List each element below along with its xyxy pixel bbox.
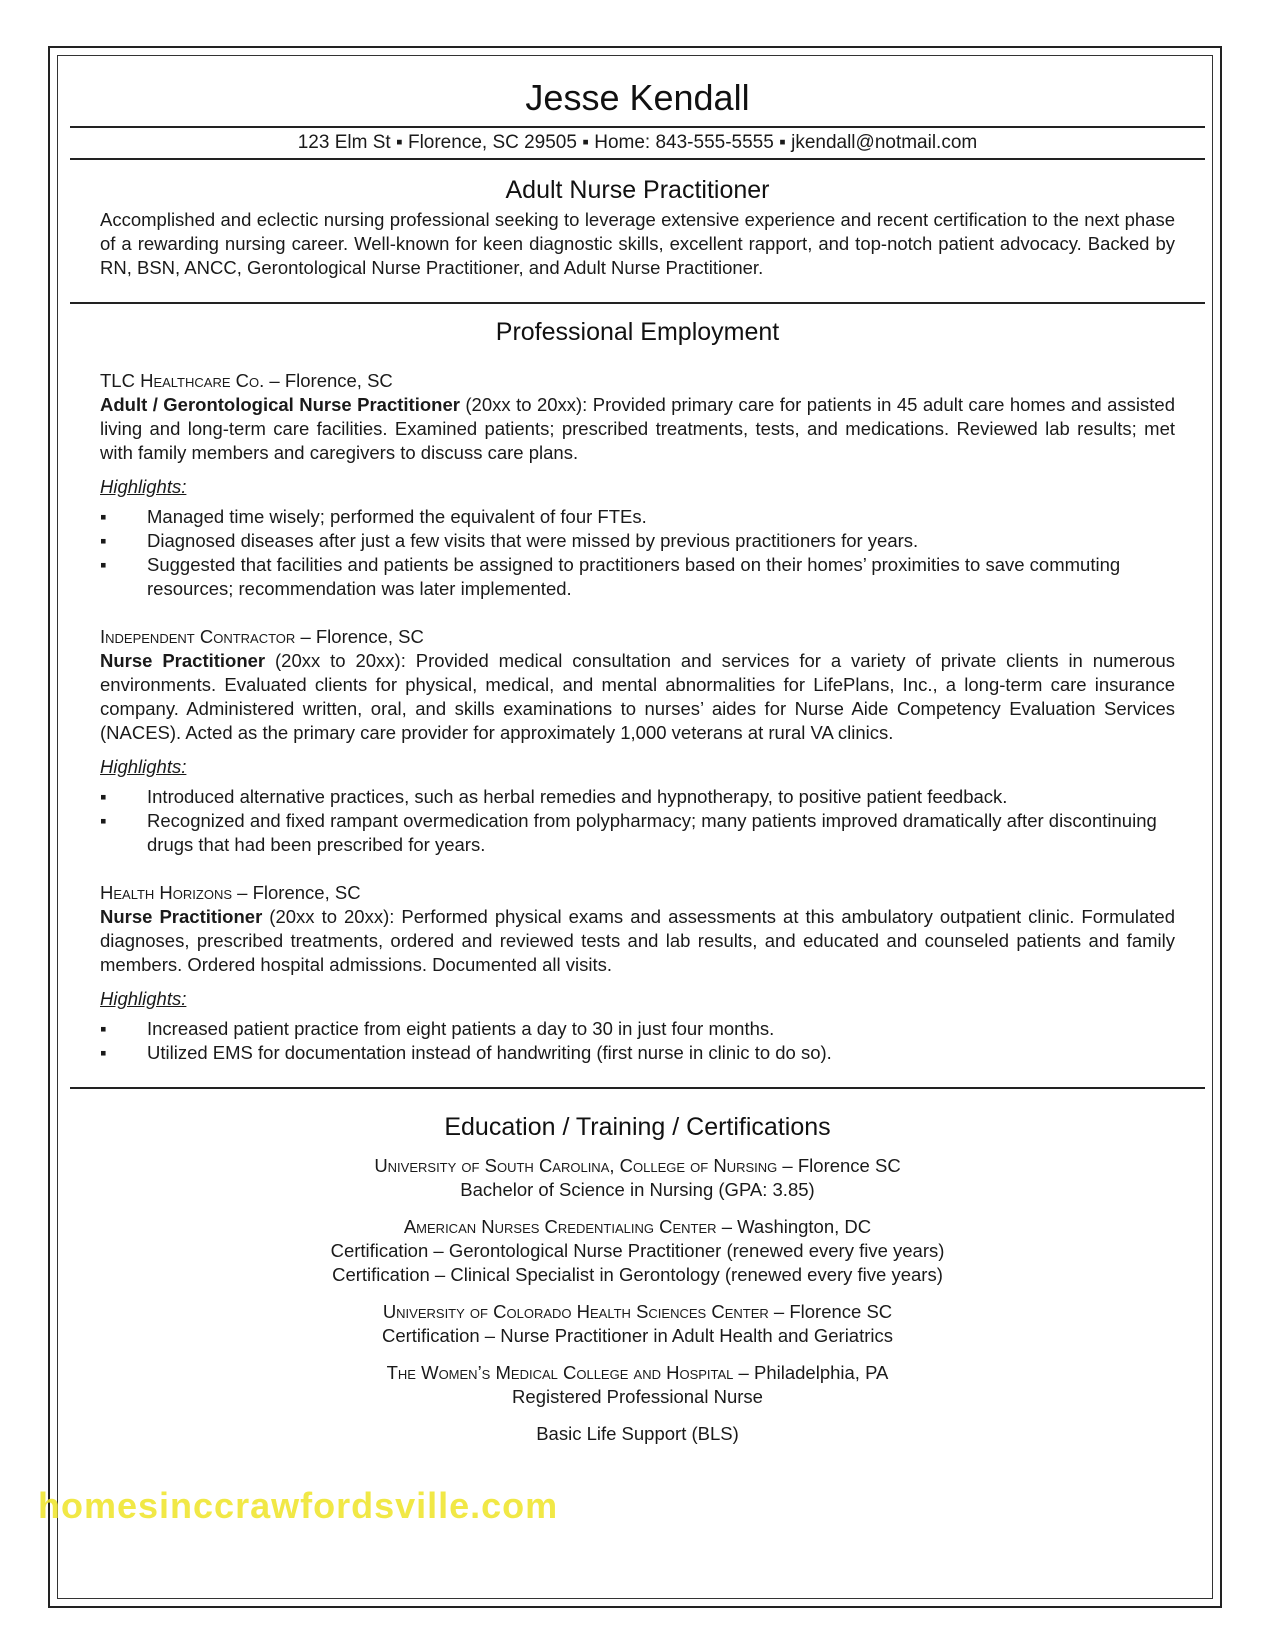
- education-title: Education / Training / Certifications: [444, 1113, 831, 1141]
- education-entry: [70, 1361, 1205, 1409]
- education-detail: Certification – Gerontological Nurse Practitioner (renewed every five years): [330, 1240, 945, 1261]
- job-role: Adult / Gerontological Nurse Practitioner: [100, 394, 460, 415]
- education-detail: Certification – Nurse Practitioner in Adult Health and Geriatrics: [381, 1325, 894, 1346]
- education-location: – Philadelphia, PA: [733, 1362, 889, 1383]
- highlights-label: Highlights:: [100, 756, 187, 777]
- education-institution: University of South Carolina, College of Nursing: [374, 1155, 778, 1176]
- bullet-icon: ▪: [100, 1042, 107, 1063]
- highlight-text: Suggested that facilities and patients be assigned to practitioners based on their homes’ proximities to save commuting resources; recommendation was later implemented.: [147, 554, 1121, 599]
- highlight-item: [100, 1017, 1175, 1041]
- highlight-item: [100, 785, 1175, 809]
- highlights-list: [100, 1017, 1175, 1065]
- education-detail: Registered Professional Nurse: [512, 1386, 763, 1407]
- job-role: Nurse Practitioner: [100, 650, 266, 671]
- bullet-icon: ▪: [100, 786, 107, 807]
- job-description-text: (20xx to 20xx): Performed physical exams and assessments at this ambulatory outpatient clinic. Formulated diagnoses, prescribed treatments, ordered and reviewed tests and lab results, and educated and counseled patients and family members. Ordered hospital admissions. Documented all visits.: [100, 906, 1176, 975]
- employment-title: Professional Employment: [495, 318, 780, 346]
- education-location: – Florence SC: [768, 1301, 893, 1322]
- job-location: – Florence, SC: [232, 882, 361, 903]
- job-list: [70, 369, 1205, 1065]
- highlight-text: Managed time wisely; performed the equivalent of four FTEs.: [147, 506, 647, 527]
- highlights-label: Highlights:: [100, 988, 187, 1009]
- section-divider-employment: [70, 302, 1205, 304]
- bullet-icon: ▪: [100, 554, 107, 575]
- job-description: [100, 905, 1175, 977]
- job-entry: [70, 625, 1205, 857]
- education-entry: [70, 1215, 1205, 1287]
- education-detail: Certification – Clinical Specialist in Gerontology (renewed every five years): [332, 1264, 943, 1285]
- highlight-text: Diagnosed diseases after just a few visits that were missed by previous practitioners for years.: [147, 530, 919, 551]
- job-role: Nurse Practitioner: [100, 906, 263, 927]
- highlight-item: [100, 505, 1175, 529]
- highlight-text: Utilized EMS for documentation instead of handwriting (first nurse in clinic to do so).: [147, 1042, 832, 1063]
- summary-title: Adult Nurse Practitioner: [505, 176, 770, 204]
- education-entry: [70, 1300, 1205, 1348]
- job-description-text: (20xx to 20xx): Provided medical consultation and services for a variety of private clients in numerous environments. Evaluated clients for physical, medical, and mental abnormalities for LifePlans, Inc., a long-term care insurance company. Administered written, oral, and skills examinations to nurses’ aides for Nurse Aide Competency Evaluation Services (NACES). Acted as the primary care provider for approximately 1,000 veterans at rural VA clinics.: [100, 650, 1175, 743]
- job-employer: TLC Healthcare Co.: [100, 370, 265, 391]
- job-entry: [70, 881, 1205, 1065]
- highlights-list: [100, 785, 1175, 857]
- job-description: [100, 393, 1175, 465]
- education-location: – Florence SC: [777, 1155, 901, 1176]
- job-employer: Health Horizons: [100, 882, 233, 903]
- job-employer: Independent Contractor: [100, 626, 296, 647]
- education-institution: University of Colorado Health Sciences Center: [382, 1301, 769, 1322]
- education-entry: [70, 1422, 1205, 1446]
- job-location: – Florence, SC: [295, 626, 424, 647]
- education-institution: American Nurses Credentialing Center: [403, 1216, 717, 1237]
- education-institution-line: [70, 1215, 1205, 1239]
- education-institution-line: [70, 1300, 1205, 1324]
- highlight-item: [100, 1041, 1175, 1065]
- education-detail: Basic Life Support (BLS): [536, 1423, 739, 1444]
- education-entry: [70, 1154, 1205, 1202]
- job-employer-line: [100, 625, 1175, 649]
- job-entry: [70, 369, 1205, 601]
- highlights-label: Highlights:: [100, 476, 187, 497]
- job-description: [100, 649, 1175, 745]
- watermark: homesinccrawfordsville.com: [38, 1485, 559, 1526]
- job-employer-line: [100, 369, 1175, 393]
- candidate-name: Jesse Kendall: [525, 77, 750, 118]
- highlight-item: [100, 809, 1175, 857]
- bullet-icon: ▪: [100, 1018, 107, 1039]
- bullet-icon: ▪: [100, 530, 107, 551]
- education-location: – Washington, DC: [716, 1216, 872, 1237]
- education-detail: Bachelor of Science in Nursing (GPA: 3.85): [460, 1179, 815, 1200]
- education-institution-line: [70, 1154, 1205, 1178]
- job-location: – Florence, SC: [264, 370, 393, 391]
- bullet-icon: ▪: [100, 810, 107, 831]
- highlight-text: Recognized and fixed rampant overmedication from polypharmacy; many patients improved dramatically after discontinuing drugs that had been prescribed for years.: [147, 810, 1157, 855]
- highlight-item: [100, 553, 1175, 601]
- highlights-list: [100, 505, 1175, 601]
- contact-line: 123 Elm St ▪ Florence, SC 29505 ▪ Home: 843-555-5555 ▪ jkendall@notmail.com: [297, 132, 978, 153]
- highlight-text: Introduced alternative practices, such as herbal remedies and hypnotherapy, to positive patient feedback.: [147, 786, 1008, 807]
- job-description-text: (20xx to 20xx): Provided primary care for patients in 45 adult care homes and assisted living and long-term care facilities. Examined patients; prescribed treatments, tests, and medications. Reviewed lab results; met with family members and caregivers to discuss care plans.: [100, 394, 1175, 463]
- highlight-item: [100, 529, 1175, 553]
- education-list: [70, 1154, 1205, 1446]
- summary-text: Accomplished and eclectic nursing professional seeking to leverage extensive experience and recent certification to the next phase of a rewarding nursing career. Well-known for keen diagnostic skills, excellent rapport, and top-notch patient advocacy. Backed by RN, BSN, ANCC, Gerontological Nurse Practitioner, and Adult Nurse Practitioner.: [100, 209, 1175, 278]
- education-institution: The Women’s Medical College and Hospital: [386, 1362, 734, 1383]
- education-institution-line: [70, 1361, 1205, 1385]
- bullet-icon: ▪: [100, 506, 107, 527]
- header-rule-bottom: [70, 158, 1205, 160]
- job-employer-line: [100, 881, 1175, 905]
- resume-page: [70, 60, 1205, 1459]
- highlight-text: Increased patient practice from eight patients a day to 30 in just four months.: [147, 1018, 775, 1039]
- section-divider-education: [70, 1087, 1205, 1089]
